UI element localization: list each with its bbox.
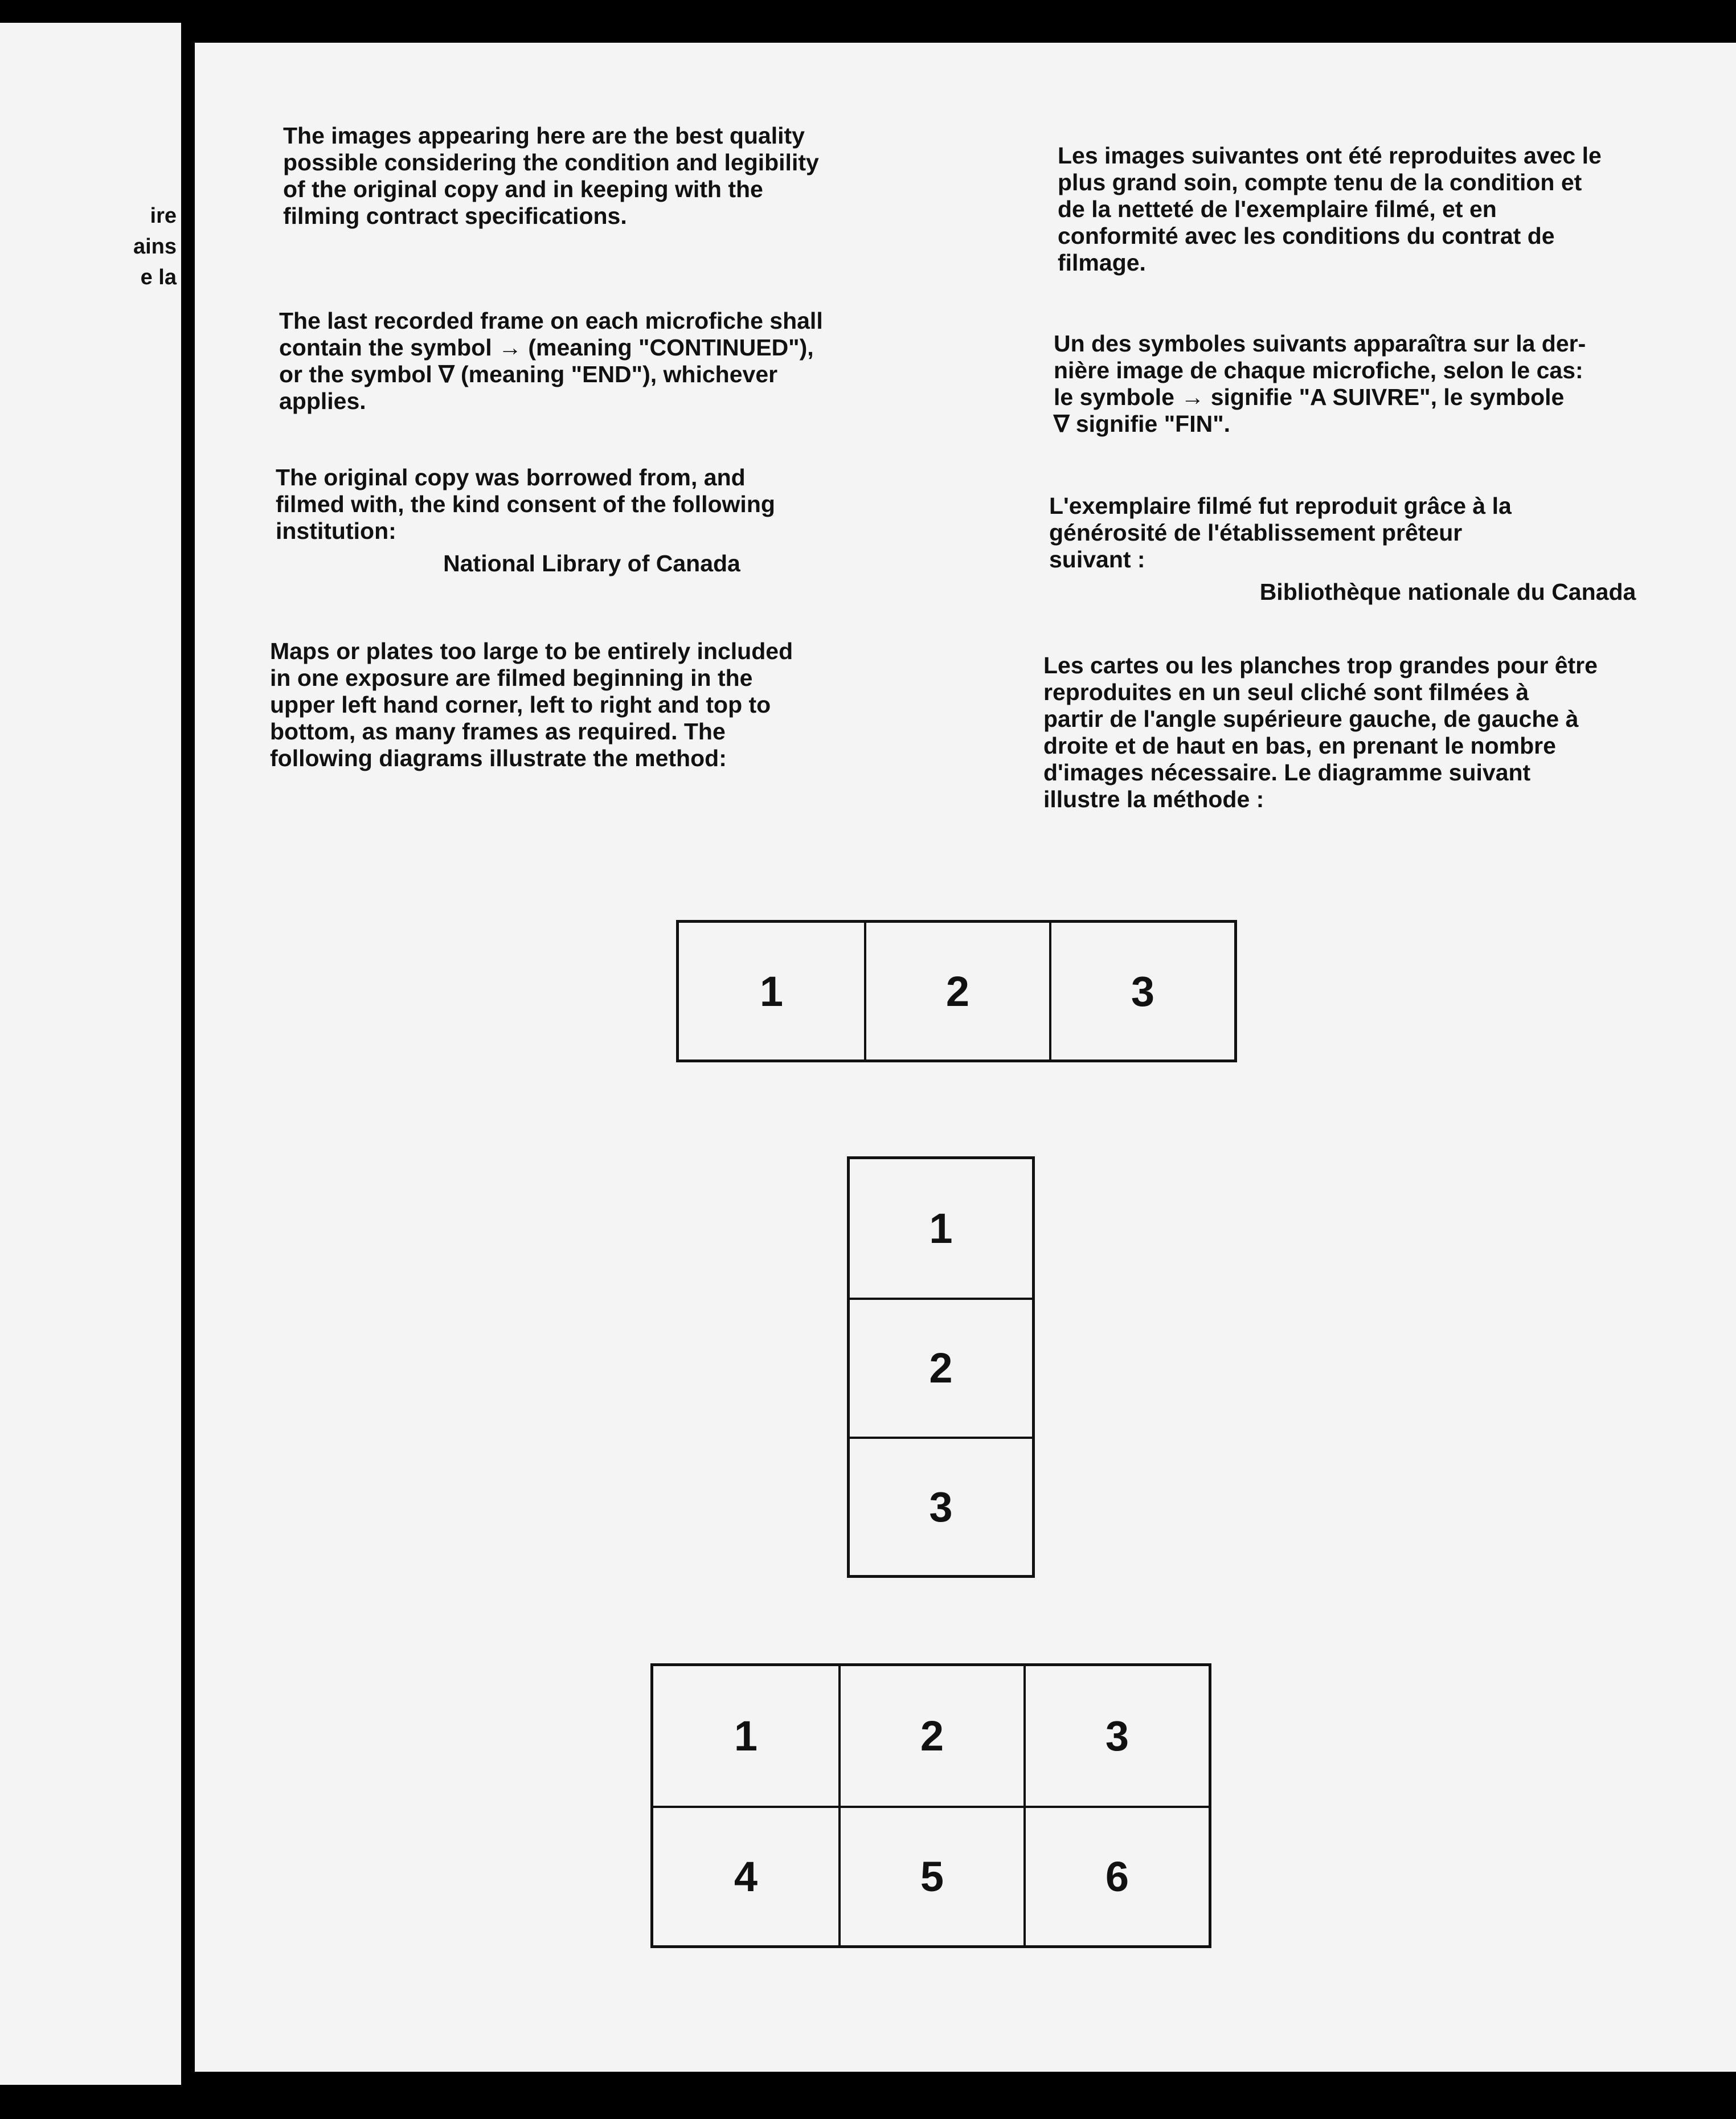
english-quality-paragraph: The images appearing here are the best quality possible considering the condition and legibility of the original copy and in keeping with the filming contract specifications. (283, 122, 819, 229)
english-institution-name: National Library of Canada (443, 550, 740, 576)
french-column (1058, 142, 1718, 276)
english-column (283, 122, 938, 230)
frame-cell: 1 (929, 1205, 953, 1253)
french-institution-block (1049, 493, 1710, 606)
english-symbol-paragraph: The last recorded frame on each microfiche shall contain the symbol → (meaning "CONTINUED"), or the symbol ∇ (meaning "END"), whichever applies. (279, 308, 823, 414)
frame-cell: 1 (734, 1712, 758, 1760)
frame-cell: 2 (850, 1298, 1032, 1436)
frame-cell: 3 (1049, 923, 1234, 1060)
frame-cell: 3 (1023, 1666, 1209, 1806)
frame-cell: 2 (838, 1666, 1023, 1806)
frame-cell: 3 (850, 1437, 1032, 1575)
english-institution-paragraph: The original copy was borrowed from, and filmed with, the kind consent of the following institution: (276, 464, 775, 544)
frame-cell: 4 (653, 1806, 838, 1945)
frame-cell: 6 (1023, 1806, 1209, 1945)
film-frame-divider (181, 0, 195, 2119)
english-institution-block (276, 464, 931, 577)
diagram-row-three-frames (676, 920, 1237, 1062)
french-symbol-block (1054, 330, 1714, 437)
frame-cell: 2 (864, 923, 1049, 1060)
diagram-grid-six-frames (650, 1663, 1211, 1948)
previous-page-fragment: e la (140, 265, 177, 289)
frame-cell: 5 (838, 1806, 1023, 1945)
french-quality-paragraph: Les images suivantes ont été reproduites avec le plus grand soin, compte tenu de la condition et de la netteté de l'exemplaire filmé, et en conformité avec les conditions du contrat de filmage. (1058, 142, 1602, 276)
target-notice-page (195, 43, 1736, 2072)
french-maps-paragraph: Les cartes ou les planches trop grandes pour être reproduites en un seul cliché sont filmées à partir de l'angle supérieure gauche, de gauche à droite et de haut en bas, en prenant le nombre d'images nécessaire. Le diagramme suivant illustre la méthode : (1043, 652, 1598, 812)
french-symbol-paragraph: Un des symboles suivants apparaîtra sur la der- nière image de chaque microfiche, selon le cas: le symbole → signifie "A SUIVRE", le symbole ∇ signifie "FIN". (1054, 330, 1586, 437)
previous-page-fragment: ains (133, 235, 177, 259)
previous-page-edge (0, 23, 181, 2085)
frame-cell: 1 (759, 967, 784, 1015)
english-symbol-block (279, 308, 934, 415)
french-institution-name: Bibliothèque nationale du Canada (1259, 579, 1636, 605)
previous-page-fragment: ire (150, 204, 177, 228)
french-maps-block (1043, 652, 1710, 813)
english-maps-block (270, 638, 931, 772)
english-maps-paragraph: Maps or plates too large to be entirely included in one exposure are filmed beginning in the upper left hand corner, left to right and top to bottom, as many frames as required. The following diagrams illustrate the method: (270, 638, 793, 771)
diagram-column-three-frames (847, 1156, 1035, 1578)
french-institution-paragraph: L'exemplaire filmé fut reproduit grâce à la générosité de l'établissement prêteur suivant : (1049, 493, 1512, 572)
